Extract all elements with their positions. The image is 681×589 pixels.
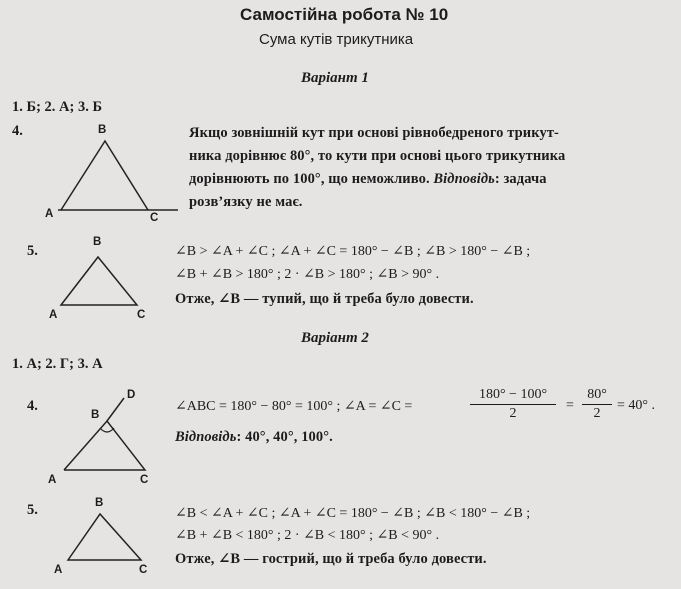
v2-task5-number: 5. bbox=[27, 502, 38, 518]
v1-task4-line-2: ника дорівнює 80°, то кути при основі цього трикутника bbox=[189, 148, 566, 164]
v2-task5-math-2: ∠B + ∠B < 180° ; 2 · ∠B < 180° ; ∠B < 90° . bbox=[175, 528, 440, 543]
page-title: Самостійна робота № 10 bbox=[240, 5, 449, 24]
v2-task4-fraction-2 bbox=[582, 387, 612, 422]
v1-task5-conclusion: Отже, ∠B — тупий, що й треба було довести. bbox=[175, 291, 474, 307]
v2-task4-frac2-denominator: 2 bbox=[593, 406, 601, 421]
v2-task4-frac1-numerator: 180° − 100° bbox=[478, 387, 548, 402]
v2-t4-label-a: A bbox=[48, 474, 57, 486]
v2-task5-conclusion: Отже, ∠B — гострий, що й треба було довести. bbox=[175, 551, 487, 567]
variant1-heading: Варіант 1 bbox=[301, 70, 369, 86]
v2-task4-extension bbox=[107, 398, 124, 421]
variant2-heading: Варіант 2 bbox=[301, 330, 369, 346]
v2-t5-label-a: A bbox=[54, 564, 63, 576]
v2-t5-label-b: B bbox=[95, 497, 104, 509]
v2-task4-equals: = bbox=[566, 398, 574, 413]
variant1-answers: 1. Б; 2. А; 3. Б bbox=[12, 99, 103, 115]
v2-task4-number: 4. bbox=[27, 398, 38, 414]
v2-t4-label-c: C bbox=[140, 474, 149, 486]
page-subtitle: Сума кутів трикутника bbox=[259, 31, 414, 48]
v1-task4-line-4: розв’язку не має. bbox=[189, 194, 303, 210]
v2-task4-fraction-1 bbox=[470, 387, 556, 422]
v2-t4-label-d: D bbox=[127, 389, 136, 401]
v1-t4-label-a: A bbox=[45, 208, 54, 220]
v1-t5-label-b: B bbox=[93, 236, 102, 248]
v2-task5-triangle bbox=[68, 514, 141, 560]
v1-task4-answer-label: Відповідь bbox=[433, 171, 495, 187]
v1-t4-label-c: C bbox=[150, 212, 159, 224]
v1-task4-triangle bbox=[61, 141, 148, 210]
v1-task4-line-1: Якщо зовнішній кут при основі рівнобедреного трикут- bbox=[189, 125, 559, 141]
v1-task4-line-3: дорівнюють по 100°, що неможливо. Відповідь: задача bbox=[189, 171, 547, 187]
v1-task5-number: 5. bbox=[27, 243, 38, 259]
v1-t4-label-b: B bbox=[98, 124, 107, 136]
v2-task4-math-left: ∠ABC = 180° − 80° = 100° ; ∠A = ∠C = bbox=[175, 399, 413, 414]
variant2-answers: 1. А; 2. Г; 3. А bbox=[12, 356, 103, 372]
v1-t5-label-c: C bbox=[137, 309, 146, 321]
v2-task5-math-1: ∠B < ∠A + ∠C ; ∠A + ∠C = 180° − ∠B ; ∠B < 180° − ∠B ; bbox=[175, 506, 531, 521]
v2-t5-label-c: C bbox=[139, 564, 148, 576]
v1-task5-math-1: ∠B > ∠A + ∠C ; ∠A + ∠C = 180° − ∠B ; ∠B > 180° − ∠B ; bbox=[175, 244, 531, 259]
v2-task4-answer: Відповідь: 40°, 40°, 100°. bbox=[175, 429, 333, 445]
v1-t5-label-a: A bbox=[49, 309, 58, 321]
v1-task4-number: 4. bbox=[12, 123, 23, 139]
v2-task4-answer-label: Відповідь bbox=[175, 429, 237, 445]
v2-task4-angle-arc bbox=[100, 428, 114, 432]
v2-t4-label-b: B bbox=[91, 409, 100, 421]
v2-task4-triangle bbox=[64, 421, 145, 470]
v2-task4-frac1-denominator: 2 bbox=[509, 406, 517, 421]
v2-task4-frac2-numerator: 80° bbox=[587, 387, 607, 402]
v2-task4-math-right: = 40° . bbox=[617, 398, 655, 413]
v1-task5-triangle bbox=[61, 257, 137, 305]
v1-task5-math-2: ∠B + ∠B > 180° ; 2 · ∠B > 180° ; ∠B > 90° . bbox=[175, 267, 440, 282]
